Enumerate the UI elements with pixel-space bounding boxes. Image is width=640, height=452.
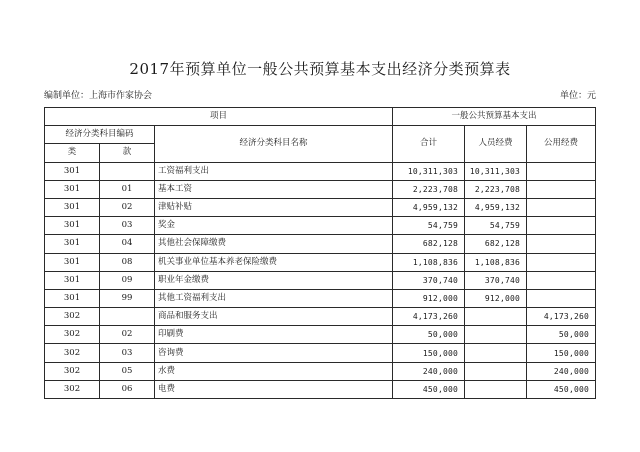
cell-category-code: 302 xyxy=(45,308,100,326)
cell-category-code: 301 xyxy=(45,217,100,235)
cell-personnel: 912,000 xyxy=(465,289,527,307)
cell-item-name: 商品和服务支出 xyxy=(155,308,393,326)
cell-item-name: 咨询费 xyxy=(155,344,393,362)
cell-item-code: 02 xyxy=(100,198,155,216)
cell-total: 2,223,708 xyxy=(393,180,465,198)
cell-public xyxy=(527,289,596,307)
cell-total: 682,128 xyxy=(393,235,465,253)
cell-public: 150,000 xyxy=(527,344,596,362)
cell-item-name: 机关事业单位基本养老保险缴费 xyxy=(155,253,393,271)
cell-public: 4,173,260 xyxy=(527,308,596,326)
cell-item-name: 其他社会保障缴费 xyxy=(155,235,393,253)
cell-public xyxy=(527,253,596,271)
cell-total: 4,959,132 xyxy=(393,198,465,216)
cell-item-name: 津贴补贴 xyxy=(155,198,393,216)
cell-total: 912,000 xyxy=(393,289,465,307)
cell-category-code: 301 xyxy=(45,162,100,180)
cell-category-code: 302 xyxy=(45,380,100,398)
cell-item-code: 04 xyxy=(100,235,155,253)
header-item: 项目 xyxy=(45,108,393,126)
table-row xyxy=(45,162,596,180)
cell-personnel xyxy=(465,344,527,362)
header-kuan: 款 xyxy=(100,144,155,162)
cell-category-code: 301 xyxy=(45,289,100,307)
cell-total: 50,000 xyxy=(393,326,465,344)
cell-item-name: 工资福利支出 xyxy=(155,162,393,180)
cell-public xyxy=(527,198,596,216)
cell-personnel: 2,223,708 xyxy=(465,180,527,198)
cell-total: 54,759 xyxy=(393,217,465,235)
header-total: 合计 xyxy=(393,126,465,162)
cell-public: 450,000 xyxy=(527,380,596,398)
cell-public xyxy=(527,180,596,198)
cell-item-name: 奖金 xyxy=(155,217,393,235)
cell-category-code: 302 xyxy=(45,344,100,362)
cell-category-code: 301 xyxy=(45,253,100,271)
cell-item-code: 03 xyxy=(100,217,155,235)
header-general-budget: 一般公共预算基本支出 xyxy=(393,108,596,126)
table-row xyxy=(45,289,596,307)
cell-item-code xyxy=(100,308,155,326)
cell-item-code: 09 xyxy=(100,271,155,289)
table-row xyxy=(45,308,596,326)
cell-category-code: 301 xyxy=(45,235,100,253)
currency-unit: 单位：元 xyxy=(559,91,596,101)
cell-personnel xyxy=(465,308,527,326)
header-personnel: 人员经费 xyxy=(465,126,527,162)
cell-item-code xyxy=(100,162,155,180)
cell-public xyxy=(527,271,596,289)
cell-item-code: 05 xyxy=(100,362,155,380)
table-row xyxy=(45,362,596,380)
cell-total: 370,740 xyxy=(393,271,465,289)
cell-category-code: 301 xyxy=(45,180,100,198)
cell-category-code: 302 xyxy=(45,326,100,344)
table-row xyxy=(45,326,596,344)
cell-total: 1,108,836 xyxy=(393,253,465,271)
header-row-2 xyxy=(45,126,596,144)
cell-item-name: 基本工资 xyxy=(155,180,393,198)
cell-total: 240,000 xyxy=(393,362,465,380)
table-row xyxy=(45,180,596,198)
header-name: 经济分类科目名称 xyxy=(155,126,393,162)
cell-personnel xyxy=(465,380,527,398)
cell-personnel xyxy=(465,326,527,344)
cell-item-code: 01 xyxy=(100,180,155,198)
cell-personnel xyxy=(465,362,527,380)
table-row xyxy=(45,253,596,271)
table-row xyxy=(45,380,596,398)
cell-item-name: 水费 xyxy=(155,362,393,380)
cell-category-code: 301 xyxy=(45,271,100,289)
table-body xyxy=(45,162,596,398)
header-lei: 类 xyxy=(45,144,100,162)
budget-table xyxy=(44,107,596,399)
table-row xyxy=(45,235,596,253)
cell-total: 10,311,303 xyxy=(393,162,465,180)
header-row-1 xyxy=(45,108,596,126)
cell-item-code: 99 xyxy=(100,289,155,307)
header-code-group: 经济分类科目编码 xyxy=(45,126,155,144)
cell-public: 50,000 xyxy=(527,326,596,344)
cell-item-code: 03 xyxy=(100,344,155,362)
cell-item-name: 印刷费 xyxy=(155,326,393,344)
cell-total: 450,000 xyxy=(393,380,465,398)
cell-total: 150,000 xyxy=(393,344,465,362)
cell-item-code: 02 xyxy=(100,326,155,344)
cell-item-name: 其他工资福利支出 xyxy=(155,289,393,307)
cell-item-name: 职业年金缴费 xyxy=(155,271,393,289)
table-row xyxy=(45,198,596,216)
cell-item-code: 08 xyxy=(100,253,155,271)
cell-personnel: 1,108,836 xyxy=(465,253,527,271)
cell-personnel: 54,759 xyxy=(465,217,527,235)
cell-public xyxy=(527,162,596,180)
cell-total: 4,173,260 xyxy=(393,308,465,326)
cell-personnel: 4,959,132 xyxy=(465,198,527,216)
cell-personnel: 370,740 xyxy=(465,271,527,289)
cell-item-code: 06 xyxy=(100,380,155,398)
cell-public xyxy=(527,235,596,253)
cell-personnel: 682,128 xyxy=(465,235,527,253)
cell-category-code: 301 xyxy=(45,198,100,216)
table-row xyxy=(45,271,596,289)
page-title: 2017年预算单位一般公共预算基本支出经济分类预算表 xyxy=(129,60,511,78)
compiling-unit: 编制单位：上海市作家协会 xyxy=(44,91,153,101)
table-row xyxy=(45,217,596,235)
cell-personnel: 10,311,303 xyxy=(465,162,527,180)
cell-category-code: 302 xyxy=(45,362,100,380)
table-row xyxy=(45,344,596,362)
cell-public xyxy=(527,217,596,235)
header-public: 公用经费 xyxy=(527,126,596,162)
cell-item-name: 电费 xyxy=(155,380,393,398)
cell-public: 240,000 xyxy=(527,362,596,380)
